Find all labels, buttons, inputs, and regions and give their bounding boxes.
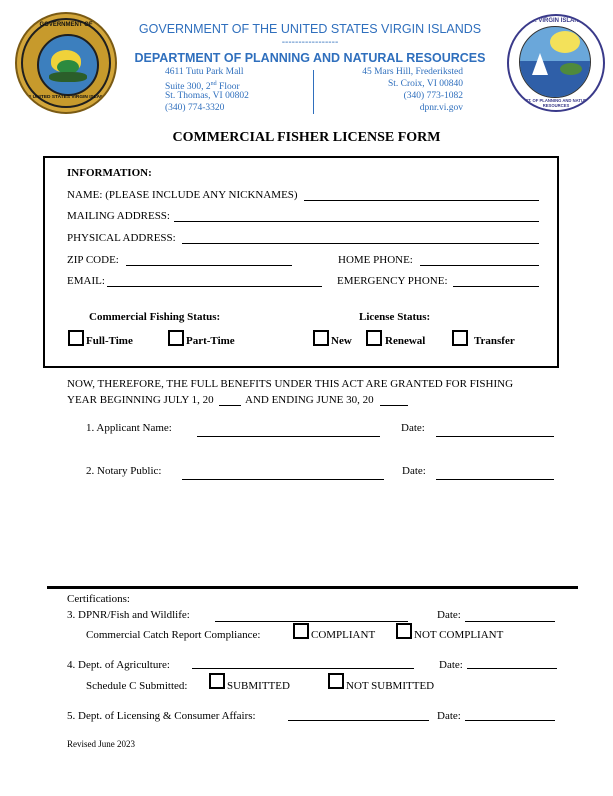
part-time-checkbox[interactable] — [168, 330, 184, 346]
licensing-date-label: Date: — [437, 710, 461, 722]
agriculture-date-label: Date: — [439, 659, 463, 671]
seal-text-bottom: DEPT. OF PLANNING AND NATURAL RESOURCES — [519, 98, 593, 108]
benefits-line-2b: AND ENDING JUNE 30, 20 — [245, 394, 374, 406]
submitted-label: SUBMITTED — [227, 680, 290, 692]
home-phone-label: HOME PHONE: — [338, 254, 413, 266]
agriculture-date-field[interactable] — [467, 668, 557, 669]
physical-address-field[interactable] — [182, 243, 539, 244]
certifications-heading: Certifications: — [67, 593, 130, 605]
department-title: DEPARTMENT OF PLANNING AND NATURAL RESOURCES — [134, 51, 486, 65]
not-submitted-label: NOT SUBMITTED — [346, 680, 435, 692]
applicant-date-label: Date: — [401, 422, 425, 434]
section-divider — [47, 586, 578, 589]
dpnr-date-label: Date: — [437, 609, 461, 621]
dpnr-date-field[interactable] — [465, 621, 555, 622]
compliant-checkbox[interactable] — [293, 623, 309, 639]
address-line: 45 Mars Hill, Frederiksted — [362, 67, 463, 77]
address-line: 4611 Tutu Park Mall — [165, 67, 244, 77]
agriculture-label: 4. Dept. of Agriculture: — [67, 659, 170, 671]
information-heading: INFORMATION: — [67, 167, 152, 179]
catch-report-label: Commercial Catch Report Compliance: — [86, 629, 261, 641]
transfer-checkbox[interactable] — [452, 330, 468, 346]
fishing-status-heading: Commercial Fishing Status: — [89, 311, 221, 323]
renewal-checkbox[interactable] — [366, 330, 382, 346]
revised-date: Revised June 2023 — [67, 739, 135, 749]
not-submitted-checkbox[interactable] — [328, 673, 344, 689]
not-compliant-checkbox[interactable] — [396, 623, 412, 639]
notary-public-field[interactable] — [182, 479, 384, 480]
schedule-c-label: Schedule C Submitted: — [86, 680, 188, 692]
new-checkbox[interactable] — [313, 330, 329, 346]
applicant-name-field[interactable] — [197, 436, 380, 437]
government-seal — [15, 12, 117, 114]
notary-date-label: Date: — [402, 465, 426, 477]
new-label: New — [331, 335, 352, 347]
mailing-address-field[interactable] — [174, 221, 539, 222]
end-year-field[interactable] — [380, 405, 408, 406]
applicant-date-field[interactable] — [436, 436, 554, 437]
part-time-label: Part-Time — [186, 335, 235, 347]
benefits-line-2a: YEAR BEGINNING JULY 1, 20 — [67, 394, 214, 406]
notary-public-label: 2. Notary Public: — [86, 465, 162, 477]
licensing-label: 5. Dept. of Licensing & Consumer Affairs: — [67, 710, 256, 722]
dpnr-field[interactable] — [215, 621, 408, 622]
dpnr-label: 3. DPNR/Fish and Wildlife: — [67, 609, 190, 621]
zip-code-field[interactable] — [126, 265, 292, 266]
not-compliant-label: NOT COMPLIANT — [414, 629, 504, 641]
address-line: dpnr.vi.gov — [419, 103, 463, 113]
name-label: NAME: (PLEASE INCLUDE ANY NICKNAMES) — [67, 189, 298, 201]
address-line: (340) 774-3320 — [165, 103, 225, 113]
emergency-phone-label: EMERGENCY PHONE: — [337, 275, 448, 287]
submitted-checkbox[interactable] — [209, 673, 225, 689]
transfer-label: Transfer — [474, 335, 515, 347]
notary-date-field[interactable] — [436, 479, 554, 480]
address-line: Suite 300, 2nd Floor — [165, 81, 240, 93]
applicant-name-label: 1. Applicant Name: — [86, 422, 172, 434]
licensing-date-field[interactable] — [465, 720, 555, 721]
benefits-line-1: NOW, THEREFORE, THE FULL BENEFITS UNDER THIS ACT ARE GRANTED FOR FISHING — [67, 378, 514, 390]
seal-text-bottom: THE UNITED STATES VIRGIN ISLANDS — [21, 95, 111, 100]
mailing-address-label: MAILING ADDRESS: — [67, 210, 170, 222]
agriculture-field[interactable] — [192, 668, 414, 669]
full-time-checkbox[interactable] — [68, 330, 84, 346]
address-line: (340) 773-1082 — [403, 91, 463, 101]
address-divider — [313, 70, 314, 114]
email-label: EMAIL: — [67, 275, 105, 287]
form-title: COMMERCIAL FISHER LICENSE FORM — [172, 130, 441, 145]
start-year-field[interactable] — [219, 405, 241, 406]
name-field[interactable] — [304, 200, 539, 201]
physical-address-label: PHYSICAL ADDRESS: — [67, 232, 176, 244]
licensing-field[interactable] — [288, 720, 429, 721]
seal-text-top: U.S. VIRGIN ISLANDS — [524, 18, 587, 24]
seal-text-top: GOVERNMENT OF — [39, 22, 93, 28]
compliant-label: COMPLIANT — [311, 629, 376, 641]
header-divider: ----------------- — [281, 37, 339, 48]
address-line: St. Croix, VI 00840 — [387, 79, 463, 89]
home-phone-field[interactable] — [420, 265, 539, 266]
zip-code-label: ZIP CODE: — [67, 254, 119, 266]
address-line: St. Thomas, VI 00802 — [165, 91, 249, 101]
emergency-phone-field[interactable] — [453, 286, 539, 287]
dpnr-seal — [507, 14, 605, 112]
renewal-label: Renewal — [385, 335, 426, 347]
license-status-heading: License Status: — [359, 311, 431, 323]
email-field[interactable] — [107, 286, 322, 287]
government-title: GOVERNMENT OF THE UNITED STATES VIRGIN ISLANDS — [138, 22, 482, 36]
full-time-label: Full-Time — [86, 335, 133, 347]
